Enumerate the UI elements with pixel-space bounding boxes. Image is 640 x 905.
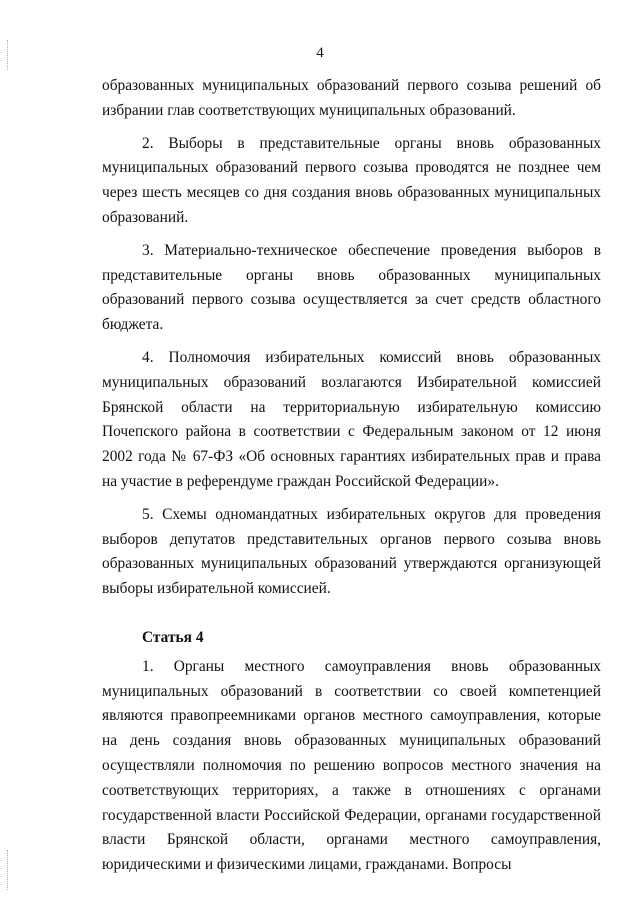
- margin-scan-marks: [7, 850, 10, 890]
- paragraph-item-4: 4. Полномочия избирательных комиссий вновь образованных муниципальных образований возлагаются Избирательной комиссией Брянской области на территориальную избирательную комиссию Почепского района в соответствии с Федеральным законом от 12 июня 2002 года № 67-ФЗ «Об основных гарантиях избирательных прав и права на участие в референдуме граждан Российской Федерации».: [102, 348, 601, 490]
- paragraph-item-5: 5. Схемы одномандатных избирательных округов для проведения выборов депутатов представительных органов первого созыва вновь образованных муниципальных образований утверждаются организующей выборы избирательной комиссией.: [102, 505, 601, 598]
- article-4-paragraph-1: 1. Органы местного самоуправления вновь образованных муниципальных образований в соответствии со своей компетенцией являются правопреемниками органов местного самоуправления, которые на день создания вновь образованных муниципальных образований осуществляли полномочия по решению вопросов местного значения на соответствующих территориях, а также в отношениях с органами государственной власти Российской Федерации, органами государственной власти Брянской области, органами местного самоуправления, юридическими и физическими лицами, гражданами. Вопросы: [102, 657, 601, 874]
- document-body: [102, 74, 601, 886]
- article-heading: Статья 4: [142, 628, 204, 646]
- paragraph-item-3: 3. Материально-техническое обеспечение проведения выборов в представительные органы вновь образованных муниципальных образований первого созыва осуществляется за счет средств областного бюджета.: [102, 241, 601, 334]
- page-number: 4: [316, 45, 324, 61]
- paragraph-continuation: образованных муниципальных образований первого созыва решений об избрании глав соответствующих муниципальных образований.: [102, 77, 601, 119]
- margin-scan-marks: [7, 40, 10, 70]
- paragraph-item-2: 2. Выборы в представительные органы вновь образованных муниципальных образований первого созыва проводятся не позднее чем через шесть месяцев со дня создания вновь образованных муниципальных образований.: [102, 134, 601, 226]
